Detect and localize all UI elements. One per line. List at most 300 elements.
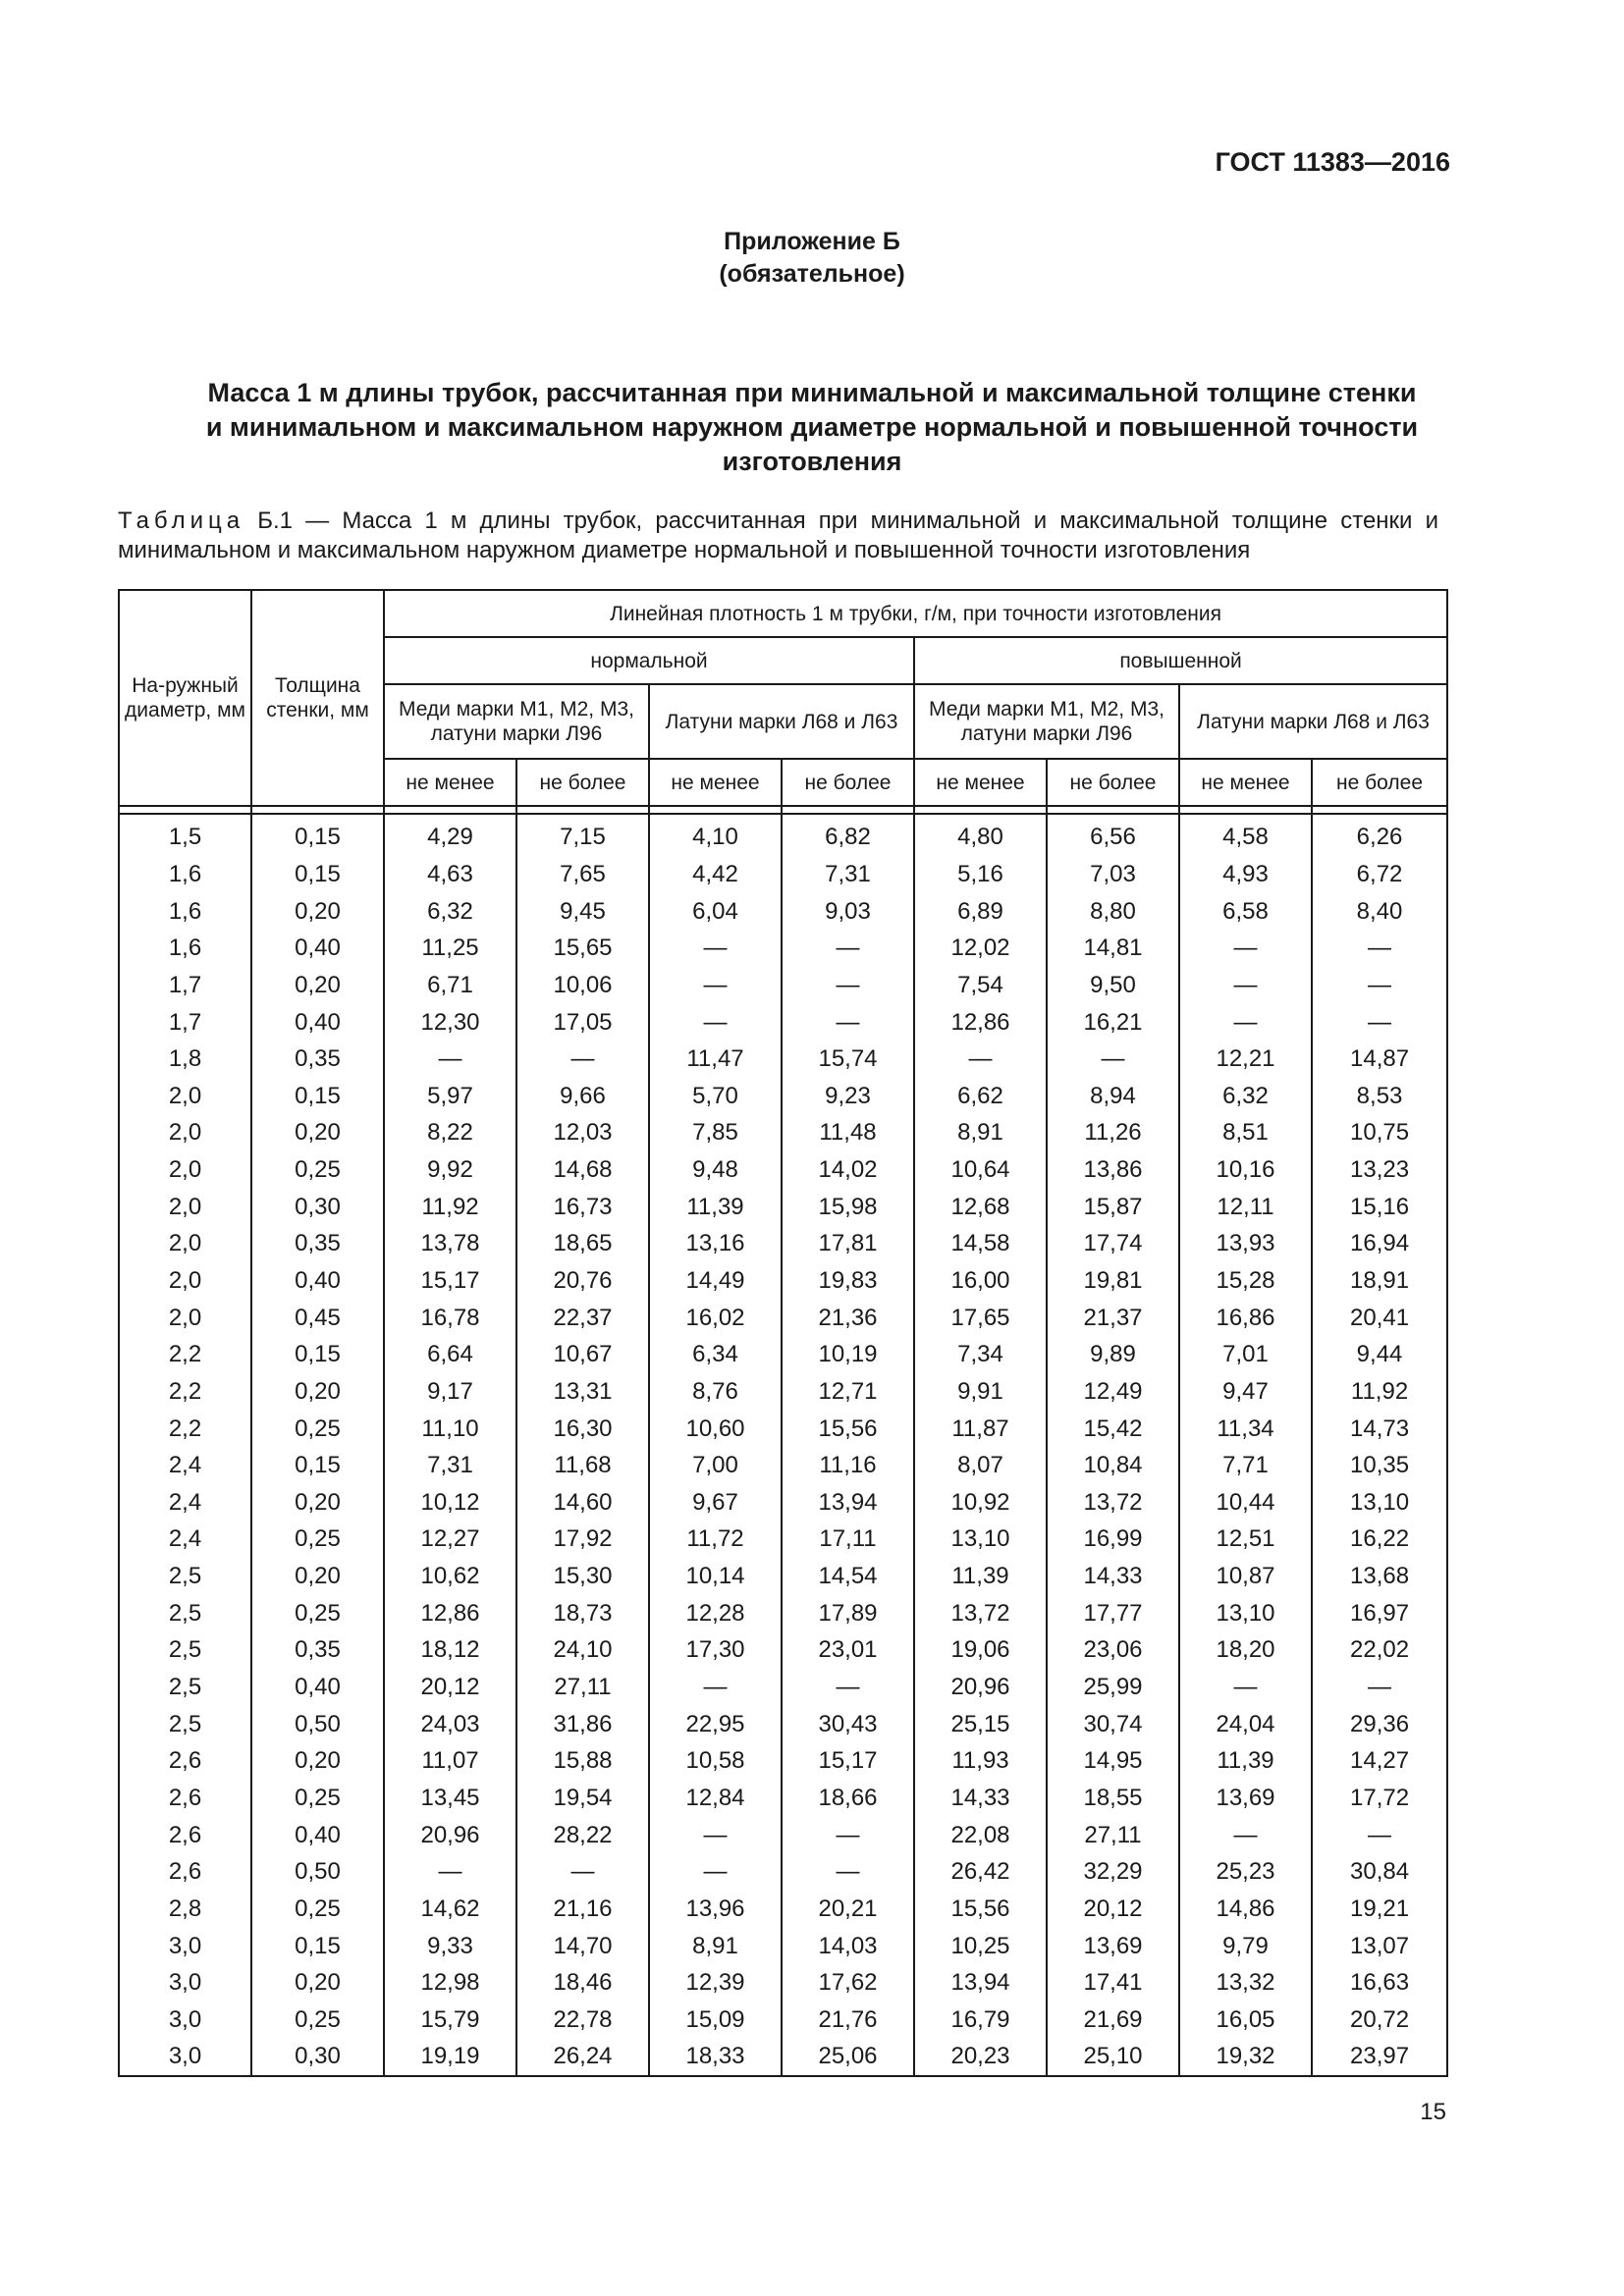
table-cell: 5,97 <box>384 1077 516 1114</box>
table-cell: 0,25 <box>251 1780 384 1817</box>
table-cell: 9,45 <box>516 892 649 930</box>
table-cell: 19,54 <box>516 1780 649 1817</box>
table-cell: 13,86 <box>1047 1151 1179 1189</box>
table-row <box>119 1816 1447 1853</box>
header-max: не более <box>1047 759 1179 806</box>
table-cell: 29,36 <box>1312 1705 1447 1742</box>
table-cell: 24,04 <box>1179 1705 1312 1742</box>
table-cell: 3,0 <box>119 1964 251 2002</box>
table-cell: 0,25 <box>251 1151 384 1189</box>
table-cell: 0,15 <box>251 1927 384 1964</box>
table-row <box>119 1742 1447 1780</box>
table-row <box>119 1077 1447 1114</box>
table-cell: 14,49 <box>649 1262 782 1300</box>
table-cell: 20,96 <box>384 1816 516 1853</box>
header-diameter: На-ружный диаметр, мм <box>119 590 251 806</box>
table-cell: 2,2 <box>119 1373 251 1411</box>
header-max: не более <box>1312 759 1447 806</box>
caption-label: Таблица <box>118 507 245 534</box>
table-cell: 0,35 <box>251 1631 384 1669</box>
table-cell: — <box>516 1853 649 1891</box>
table-cell: 12,98 <box>384 1964 516 2002</box>
table-cell: 12,39 <box>649 1964 782 2002</box>
table-cell: 11,92 <box>1312 1373 1447 1411</box>
table-cell: 0,50 <box>251 1705 384 1742</box>
table-cell: 27,11 <box>516 1669 649 1706</box>
table-row <box>119 1262 1447 1300</box>
header-brass-high: Латуни марки Л68 и Л63 <box>1179 684 1447 759</box>
table-cell: 6,71 <box>384 967 516 1004</box>
table-cell: 7,65 <box>516 856 649 893</box>
table-cell: 5,16 <box>914 856 1047 893</box>
table-cell: 25,06 <box>782 2038 914 2076</box>
table-cell: 8,51 <box>1179 1114 1312 1151</box>
table-row <box>119 1041 1447 1078</box>
table-cell: 12,30 <box>384 1003 516 1041</box>
table-cell: 2,2 <box>119 1410 251 1447</box>
table-cell: 6,72 <box>1312 856 1447 893</box>
table-row <box>119 1114 1447 1151</box>
table-cell: 15,17 <box>782 1742 914 1780</box>
table-cell: 0,50 <box>251 1853 384 1891</box>
heading-line: изготовления <box>722 447 902 476</box>
table-cell: 8,53 <box>1312 1077 1447 1114</box>
table-cell: 9,67 <box>649 1484 782 1522</box>
table-cell: 17,30 <box>649 1631 782 1669</box>
table-cell: 0,35 <box>251 1225 384 1262</box>
table-cell: 10,14 <box>649 1558 782 1595</box>
table-cell: 14,54 <box>782 1558 914 1595</box>
table-cell: 13,23 <box>1312 1151 1447 1189</box>
table-cell: 25,15 <box>914 1705 1047 1742</box>
table-cell: 7,85 <box>649 1114 782 1151</box>
table-cell: 20,12 <box>1047 1891 1179 1928</box>
table-cell: — <box>649 967 782 1004</box>
table-cell: 9,79 <box>1179 1927 1312 1964</box>
table-cell: 32,29 <box>1047 1853 1179 1891</box>
mass-table <box>118 589 1448 2077</box>
table-cell: 10,64 <box>914 1151 1047 1189</box>
table-cell: 16,94 <box>1312 1225 1447 1262</box>
table-cell: 16,78 <box>384 1299 516 1336</box>
table-cell: 13,69 <box>1047 1927 1179 1964</box>
table-cell: — <box>384 1041 516 1078</box>
section-heading <box>118 376 1506 479</box>
table-cell: 21,76 <box>782 2002 914 2039</box>
table-cell: 12,02 <box>914 930 1047 967</box>
table-row <box>119 1853 1447 1891</box>
table-cell: 0,40 <box>251 1816 384 1853</box>
table-cell: 18,66 <box>782 1780 914 1817</box>
table-cell: 14,03 <box>782 1927 914 1964</box>
table-row <box>119 1151 1447 1189</box>
table-cell: 18,55 <box>1047 1780 1179 1817</box>
table-row <box>119 892 1447 930</box>
table-cell: — <box>1312 1816 1447 1853</box>
table-cell: 9,23 <box>782 1077 914 1114</box>
table-cell: 0,15 <box>251 1077 384 1114</box>
table-cell: 2,6 <box>119 1742 251 1780</box>
table-cell: 10,92 <box>914 1484 1047 1522</box>
table-cell: 9,03 <box>782 892 914 930</box>
table-cell: 1,6 <box>119 892 251 930</box>
table-cell: 12,11 <box>1179 1188 1312 1225</box>
table-cell: 8,07 <box>914 1447 1047 1484</box>
table-cell: 4,42 <box>649 856 782 893</box>
table-row <box>119 1373 1447 1411</box>
caption-text: Б.1 — Масса 1 м длины трубок, рассчитанная при минимальной и максимальной толщине стенки и минимальном и максимальном наружном диаметре нормальной и повышенной точности изготовления <box>118 507 1439 563</box>
appendix-title: Приложение Б <box>724 228 900 255</box>
table-cell: 16,86 <box>1179 1299 1312 1336</box>
table-cell: 18,46 <box>516 1964 649 2002</box>
table-cell: 17,72 <box>1312 1780 1447 1817</box>
table-header <box>119 590 1447 806</box>
table-cell: 1,6 <box>119 930 251 967</box>
table-cell: 11,92 <box>384 1188 516 1225</box>
header-copper-high: Меди марки М1, М2, М3, латуни марки Л96 <box>914 684 1179 759</box>
table-cell: 0,20 <box>251 1964 384 2002</box>
table-cell: 11,39 <box>649 1188 782 1225</box>
table-cell: 15,87 <box>1047 1188 1179 1225</box>
table-cell: 0,40 <box>251 1262 384 1300</box>
table-cell: 4,58 <box>1179 814 1312 856</box>
table-cell: 20,76 <box>516 1262 649 1300</box>
table-cell: 23,01 <box>782 1631 914 1669</box>
table-cell: 1,7 <box>119 967 251 1004</box>
table-cell: 12,21 <box>1179 1041 1312 1078</box>
table-cell: 24,03 <box>384 1705 516 1742</box>
table-cell: — <box>782 967 914 1004</box>
table-cell: 10,58 <box>649 1742 782 1780</box>
table-cell: 15,56 <box>914 1891 1047 1928</box>
table-row <box>119 1336 1447 1373</box>
table-cell: 15,65 <box>516 930 649 967</box>
table-cell: 2,0 <box>119 1151 251 1189</box>
table-cell: 2,0 <box>119 1077 251 1114</box>
table-cell: 17,89 <box>782 1594 914 1631</box>
table-cell: 9,91 <box>914 1373 1047 1411</box>
table-cell: 6,64 <box>384 1336 516 1373</box>
table-cell: 0,15 <box>251 814 384 856</box>
table-cell: 11,34 <box>1179 1410 1312 1447</box>
table-cell: 16,22 <box>1312 1521 1447 1558</box>
table-row <box>119 1558 1447 1595</box>
table-cell: 20,96 <box>914 1669 1047 1706</box>
table-cell: — <box>649 1003 782 1041</box>
table-cell: 13,68 <box>1312 1558 1447 1595</box>
table-cell: 9,50 <box>1047 967 1179 1004</box>
table-cell: 2,0 <box>119 1262 251 1300</box>
table-cell: 13,72 <box>1047 1484 1179 1522</box>
table-cell: 2,6 <box>119 1816 251 1853</box>
table-cell: 3,0 <box>119 1927 251 1964</box>
table-cell: 2,2 <box>119 1336 251 1373</box>
heading-line: и минимальном и максимальном наружном диаметре нормальной и повышенной точности <box>205 412 1419 442</box>
table-cell: 15,74 <box>782 1041 914 1078</box>
table-cell: 15,30 <box>516 1558 649 1595</box>
table-cell: 6,32 <box>384 892 516 930</box>
header-copper-normal: Меди марки М1, М2, М3, латуни марки Л96 <box>384 684 649 759</box>
page-number: 15 <box>1420 2099 1446 2125</box>
table-cell: 8,91 <box>914 1114 1047 1151</box>
table-cell: 25,23 <box>1179 1853 1312 1891</box>
table-cell: 0,25 <box>251 2002 384 2039</box>
table-cell: 19,06 <box>914 1631 1047 1669</box>
table-cell: 11,93 <box>914 1742 1047 1780</box>
table-cell: 2,0 <box>119 1114 251 1151</box>
table-cell: 9,17 <box>384 1373 516 1411</box>
table-cell: 10,44 <box>1179 1484 1312 1522</box>
table-cell: 23,97 <box>1312 2038 1447 2076</box>
header-max: не более <box>516 759 649 806</box>
table-caption <box>118 507 1438 565</box>
table-cell: 17,92 <box>516 1521 649 1558</box>
table-cell: 2,8 <box>119 1891 251 1928</box>
table-row <box>119 1484 1447 1522</box>
table-body <box>119 814 1447 2076</box>
table-cell: 0,15 <box>251 856 384 893</box>
table-cell: 5,70 <box>649 1077 782 1114</box>
table-cell: 10,67 <box>516 1336 649 1373</box>
standard-code: ГОСТ 11383—2016 <box>1215 147 1450 177</box>
table-cell: 12,86 <box>914 1003 1047 1041</box>
table-row <box>119 1225 1447 1262</box>
table-cell: 10,60 <box>649 1410 782 1447</box>
table-cell: 11,26 <box>1047 1114 1179 1151</box>
table-cell: — <box>649 1816 782 1853</box>
table-cell: 10,06 <box>516 967 649 1004</box>
table-row <box>119 814 1447 856</box>
table-cell: 0,20 <box>251 1373 384 1411</box>
table-cell: 2,0 <box>119 1299 251 1336</box>
table-cell: 8,80 <box>1047 892 1179 930</box>
table-cell: 12,27 <box>384 1521 516 1558</box>
table-cell: 2,4 <box>119 1447 251 1484</box>
table-cell: 10,25 <box>914 1927 1047 1964</box>
table-cell: 10,12 <box>384 1484 516 1522</box>
table-cell: 9,33 <box>384 1927 516 1964</box>
table-cell: 11,72 <box>649 1521 782 1558</box>
table-cell: 8,94 <box>1047 1077 1179 1114</box>
table-cell: 17,05 <box>516 1003 649 1041</box>
table-cell: 2,5 <box>119 1631 251 1669</box>
table-cell: — <box>1179 1003 1312 1041</box>
appendix-block <box>0 226 1624 291</box>
table-cell: 12,51 <box>1179 1521 1312 1558</box>
table-cell: 14,58 <box>914 1225 1047 1262</box>
table-cell: — <box>782 1003 914 1041</box>
table-cell: — <box>1179 1816 1312 1853</box>
table-cell: 10,62 <box>384 1558 516 1595</box>
table-cell: 11,48 <box>782 1114 914 1151</box>
table-cell: 12,03 <box>516 1114 649 1151</box>
table-cell: 0,15 <box>251 1336 384 1373</box>
table-cell: 17,81 <box>782 1225 914 1262</box>
table-cell: 17,11 <box>782 1521 914 1558</box>
table-cell: 21,16 <box>516 1891 649 1928</box>
table-cell: 2,5 <box>119 1558 251 1595</box>
table-cell: 0,25 <box>251 1891 384 1928</box>
table-cell: 2,0 <box>119 1225 251 1262</box>
table-cell: 2,4 <box>119 1484 251 1522</box>
header-min: не менее <box>649 759 782 806</box>
table-cell: 15,56 <box>782 1410 914 1447</box>
table-cell: 0,20 <box>251 892 384 930</box>
table-cell: 6,32 <box>1179 1077 1312 1114</box>
table-cell: 0,25 <box>251 1521 384 1558</box>
table-cell: 10,35 <box>1312 1447 1447 1484</box>
table-cell: — <box>649 930 782 967</box>
table-cell: 14,87 <box>1312 1041 1447 1078</box>
heading-line: Масса 1 м длины трубок, рассчитанная при минимальной и максимальной толщине стенки <box>207 378 1417 407</box>
table-cell: 20,23 <box>914 2038 1047 2076</box>
table-row <box>119 1927 1447 1964</box>
table-cell: 20,12 <box>384 1669 516 1706</box>
table-cell: 15,42 <box>1047 1410 1179 1447</box>
table-cell: 21,37 <box>1047 1299 1179 1336</box>
header-max: не более <box>782 759 914 806</box>
table-cell: 2,5 <box>119 1594 251 1631</box>
table-cell: 16,00 <box>914 1262 1047 1300</box>
table-cell: 9,92 <box>384 1151 516 1189</box>
table-cell: 11,68 <box>516 1447 649 1484</box>
table-cell: 13,93 <box>1179 1225 1312 1262</box>
table-cell: 15,17 <box>384 1262 516 1300</box>
table-row <box>119 930 1447 967</box>
table-cell: — <box>384 1853 516 1891</box>
table-cell: 0,20 <box>251 1742 384 1780</box>
table-cell: 0,40 <box>251 1003 384 1041</box>
table-cell: 1,5 <box>119 814 251 856</box>
table-cell: 13,32 <box>1179 1964 1312 2002</box>
table-cell: 30,43 <box>782 1705 914 1742</box>
table-cell: 9,66 <box>516 1077 649 1114</box>
table-row <box>119 1964 1447 2002</box>
table-cell: 17,65 <box>914 1299 1047 1336</box>
table-cell: 0,45 <box>251 1299 384 1336</box>
table-cell: — <box>1312 1669 1447 1706</box>
table-cell: 0,20 <box>251 967 384 1004</box>
table-row <box>119 1891 1447 1928</box>
table-cell: — <box>1179 967 1312 1004</box>
table-cell: — <box>782 1669 914 1706</box>
table-cell: 11,39 <box>914 1558 1047 1595</box>
table-cell: 2,6 <box>119 1780 251 1817</box>
table-cell: 12,84 <box>649 1780 782 1817</box>
table-row <box>119 2038 1447 2076</box>
table-cell: 22,95 <box>649 1705 782 1742</box>
table-cell: 13,31 <box>516 1373 649 1411</box>
table-cell: 0,35 <box>251 1041 384 1078</box>
table-cell: 11,10 <box>384 1410 516 1447</box>
table-cell: 14,86 <box>1179 1891 1312 1928</box>
table-cell: 12,49 <box>1047 1373 1179 1411</box>
table-cell: 4,10 <box>649 814 782 856</box>
table-cell: 7,31 <box>782 856 914 893</box>
header-separator <box>119 806 1447 814</box>
table-cell: 19,19 <box>384 2038 516 2076</box>
table-cell: 13,94 <box>914 1964 1047 2002</box>
table-cell: 0,40 <box>251 930 384 967</box>
table-cell: 4,29 <box>384 814 516 856</box>
table-cell: 18,91 <box>1312 1262 1447 1300</box>
table-cell: 11,87 <box>914 1410 1047 1447</box>
table-cell: 22,78 <box>516 2002 649 2039</box>
table-row <box>119 1188 1447 1225</box>
table-cell: 2,5 <box>119 1669 251 1706</box>
header-linear-density: Линейная плотность 1 м трубки, г/м, при точности изготовления <box>384 590 1447 637</box>
table-row <box>119 1521 1447 1558</box>
table-cell: 6,58 <box>1179 892 1312 930</box>
table-cell: 18,65 <box>516 1225 649 1262</box>
table-cell: 10,87 <box>1179 1558 1312 1595</box>
table-cell: — <box>782 1853 914 1891</box>
table-cell: 0,30 <box>251 2038 384 2076</box>
table-cell: 2,0 <box>119 1188 251 1225</box>
table-cell: 14,02 <box>782 1151 914 1189</box>
table-cell: 23,06 <box>1047 1631 1179 1669</box>
table-cell: — <box>1312 1003 1447 1041</box>
table-cell: 0,15 <box>251 1447 384 1484</box>
table-row <box>119 1594 1447 1631</box>
table-row <box>119 1780 1447 1817</box>
table-cell: 17,77 <box>1047 1594 1179 1631</box>
table-cell: 16,05 <box>1179 2002 1312 2039</box>
table-cell: 9,44 <box>1312 1336 1447 1373</box>
table-cell: 7,54 <box>914 967 1047 1004</box>
table-row <box>119 1299 1447 1336</box>
table-row <box>119 1410 1447 1447</box>
table-cell: — <box>1179 930 1312 967</box>
table-cell: — <box>914 1041 1047 1078</box>
table-cell: 13,72 <box>914 1594 1047 1631</box>
table-cell: — <box>1312 930 1447 967</box>
table-cell: 16,02 <box>649 1299 782 1336</box>
table-cell: 13,94 <box>782 1484 914 1522</box>
table-cell: 11,47 <box>649 1041 782 1078</box>
table-cell: — <box>1312 967 1447 1004</box>
table-cell: 30,84 <box>1312 1853 1447 1891</box>
table-cell: 14,62 <box>384 1891 516 1928</box>
table-cell: 6,26 <box>1312 814 1447 856</box>
table-cell: 0,25 <box>251 1594 384 1631</box>
table-cell: 14,73 <box>1312 1410 1447 1447</box>
table-cell: 10,19 <box>782 1336 914 1373</box>
table-cell: 10,84 <box>1047 1447 1179 1484</box>
table-cell: 4,63 <box>384 856 516 893</box>
table-cell: 19,32 <box>1179 2038 1312 2076</box>
header-min: не менее <box>914 759 1047 806</box>
table-cell: 20,72 <box>1312 2002 1447 2039</box>
table-cell: 8,22 <box>384 1114 516 1151</box>
table-cell: 15,28 <box>1179 1262 1312 1300</box>
table-cell: 7,71 <box>1179 1447 1312 1484</box>
table-cell: 3,0 <box>119 2002 251 2039</box>
table-cell: — <box>649 1853 782 1891</box>
table-cell: 16,97 <box>1312 1594 1447 1631</box>
table-cell: 22,08 <box>914 1816 1047 1853</box>
table-cell: 15,79 <box>384 2002 516 2039</box>
table-cell: 0,20 <box>251 1558 384 1595</box>
table-cell: 13,69 <box>1179 1780 1312 1817</box>
table-cell: 10,75 <box>1312 1114 1447 1151</box>
table-cell: 14,68 <box>516 1151 649 1189</box>
table-cell: 12,86 <box>384 1594 516 1631</box>
table-cell: 19,81 <box>1047 1262 1179 1300</box>
table-cell: 14,33 <box>914 1780 1047 1817</box>
table-cell: 22,37 <box>516 1299 649 1336</box>
table-cell: 7,15 <box>516 814 649 856</box>
